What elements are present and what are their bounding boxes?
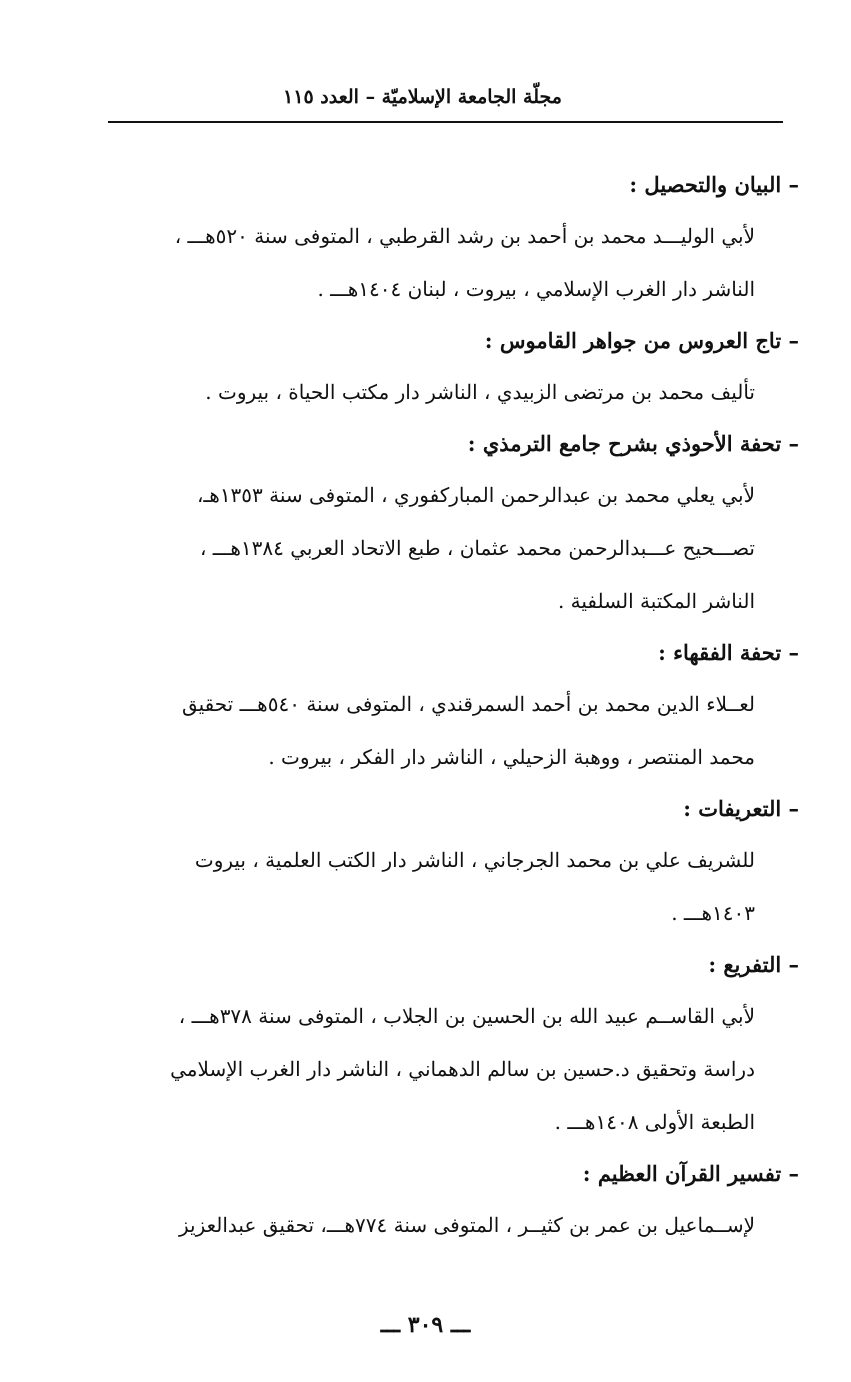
entry-title: – تحفة الفقهاء : — [658, 640, 799, 665]
header-rule — [108, 121, 783, 123]
entry-line: لإســماعيل بن عمر بن كثيــر ، المتوفى سنة ٧٧٤هـــ، تحقيق عبدالعزيز — [178, 1213, 755, 1237]
entry-line: للشريف علي بن محمد الجرجاني ، الناشر دار الكتب العلمية ، بيروت — [194, 848, 755, 872]
entry-line: دراسة وتحقيق د.حسين بن سالم الدهماني ، الناشر دار الغرب الإسلامي — [170, 1057, 755, 1081]
bibliography-entry — [134, 1149, 799, 1252]
page-number: ـــ ٣٠٩ ـــ — [380, 1312, 471, 1338]
bibliography-entry — [134, 940, 799, 1149]
entry-line: الطبعة الأولى ١٤٠٨هـــ . — [554, 1110, 755, 1134]
bibliography-entry — [134, 316, 799, 419]
entry-line: لأبي الوليـــد محمد بن أحمد بن رشد القرطبي ، المتوفى سنة ٥٢٠هـــ ، — [174, 224, 755, 248]
entry-line: ١٤٠٣هـــ . — [671, 901, 755, 925]
bibliography-entry — [134, 628, 799, 784]
entry-title: – التعريفات : — [683, 796, 799, 821]
entry-title: – تاج العروس من جواهر القاموس : — [484, 328, 799, 353]
bibliography-entry — [134, 160, 799, 316]
entry-title: – تفسير القرآن العظيم : — [582, 1161, 799, 1186]
entry-line: الناشر المكتبة السلفية . — [557, 589, 755, 613]
entry-line: لأبي يعلي محمد بن عبدالرحمن المباركفوري ، المتوفى سنة ١٣٥٣هـ، — [196, 483, 755, 507]
entry-line: الناشر دار الغرب الإسلامي ، بيروت ، لبنان ١٤٠٤هـــ . — [317, 277, 755, 301]
entry-title: – البيان والتحصيل : — [629, 172, 799, 197]
entry-title: – التفريع : — [708, 952, 799, 977]
bibliography-entry — [134, 419, 799, 628]
entry-line: محمد المنتصر ، ووهبة الزحيلي ، الناشر دار الفكر ، بيروت . — [268, 745, 755, 769]
bibliography-list — [134, 160, 799, 1252]
entry-line: لأبي القاســم عبيد الله بن الحسين بن الجلاب ، المتوفى سنة ٣٧٨هـــ ، — [178, 1004, 755, 1028]
bibliography-entry — [134, 784, 799, 940]
entry-line: تصـــحيح عـــبدالرحمن محمد عثمان ، طبع الاتحاد العربي ١٣٨٤هـــ ، — [199, 536, 755, 560]
running-header: مجلّة الجامعة الإسلاميّة – العدد ١١٥ — [283, 86, 562, 108]
entry-line: لعــلاء الدين محمد بن أحمد السمرقندي ، المتوفى سنة ٥٤٠هـــ تحقيق — [181, 692, 755, 716]
entry-title: – تحفة الأحوذي بشرح جامع الترمذي : — [467, 431, 799, 456]
entry-line: تأليف محمد بن مرتضى الزبيدي ، الناشر دار مكتب الحياة ، بيروت . — [205, 380, 755, 404]
